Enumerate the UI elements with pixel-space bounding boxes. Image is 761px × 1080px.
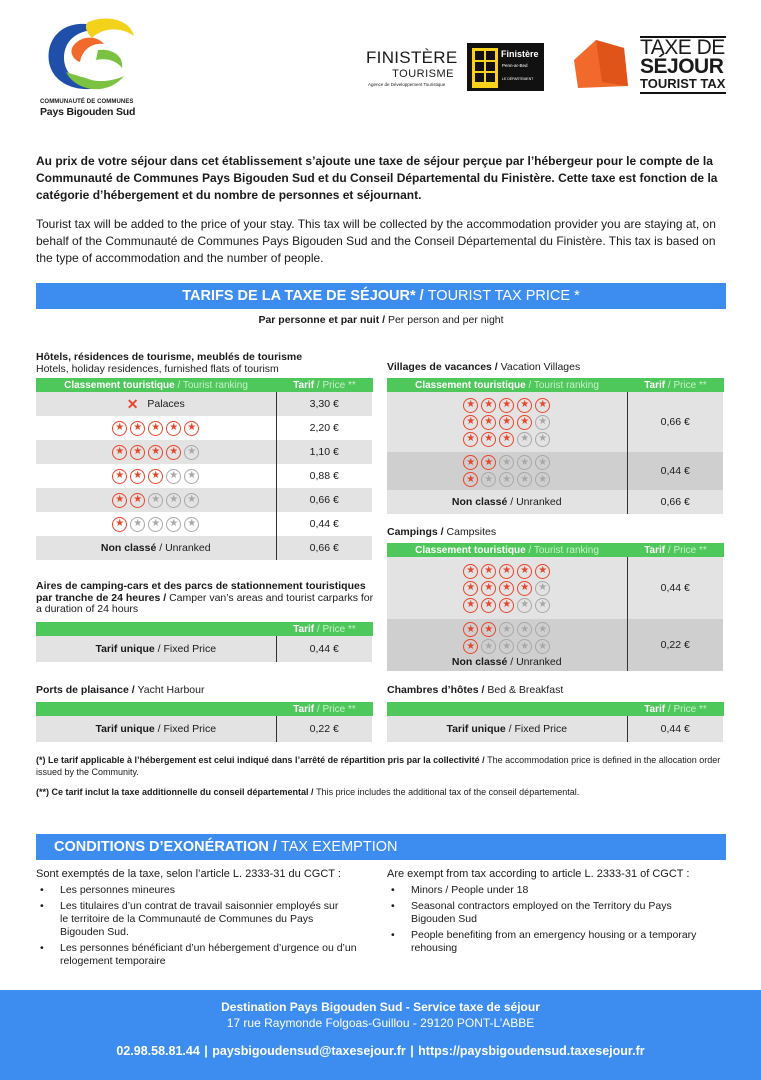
star-rating	[463, 415, 550, 430]
star-filled-icon: ★	[463, 598, 478, 613]
taxe-de-sejour-logo	[640, 36, 726, 96]
palaces-label: Palaces	[147, 397, 185, 410]
star-filled-icon: ★	[463, 398, 478, 413]
dep-line1: Finistère	[501, 49, 539, 59]
villages-header-price: Tarif / Price **	[627, 378, 724, 392]
table-row	[36, 392, 373, 416]
table-row	[36, 488, 373, 512]
star-filled-icon: ★	[130, 469, 145, 484]
table-row	[36, 512, 373, 536]
price-cell: 0,22 €	[276, 716, 373, 742]
footer	[0, 990, 761, 1080]
departement-logo	[467, 43, 544, 91]
fixed-price-cell: Tarif unique / Fixed Price	[36, 716, 276, 742]
tarifs-subtitle	[36, 314, 726, 326]
tarifs-title-fr: TARIFS DE LA TAXE DE SÉJOUR* /	[182, 288, 428, 304]
table-row	[387, 619, 724, 671]
star-rating	[112, 469, 199, 484]
star-filled-icon: ★	[463, 564, 478, 579]
star-filled-icon: ★	[112, 445, 127, 460]
hotels-title	[36, 352, 376, 375]
star-filled-icon: ★	[463, 455, 478, 470]
star-empty-icon: ★	[130, 517, 145, 532]
star-filled-icon: ★	[130, 421, 145, 436]
tarifs-sub-fr: Par personne et par nuit /	[258, 314, 388, 326]
star-rating	[463, 432, 550, 447]
ports-table	[36, 702, 374, 742]
star-filled-icon: ★	[499, 564, 514, 579]
tarifs-title-en: TOURIST TAX PRICE *	[427, 288, 580, 304]
ft-line3: Agence de Développement Touristique	[368, 82, 446, 87]
star-rating	[112, 517, 199, 532]
star-empty-icon: ★	[535, 639, 550, 654]
star-filled-icon: ★	[184, 421, 199, 436]
table-row	[387, 557, 724, 619]
star-empty-icon: ★	[166, 493, 181, 508]
ccpbs-logo	[38, 14, 148, 119]
palace-icon: ✕	[126, 395, 139, 412]
intro-english: Tourist tax will be added to the price of your stay. This tax will be collected by the accommodation provider you are staying at, on behalf of the Communauté de Communes Pays Bigouden Sud and the Conseil Départemental du Finistère. This tax is based on the type of accommodation and the number of people.	[36, 217, 716, 266]
chambres-table	[387, 702, 725, 742]
star-filled-icon: ★	[517, 564, 532, 579]
price-cell: 0,44 €	[627, 557, 724, 619]
campervan-title	[36, 581, 376, 616]
star-filled-icon: ★	[166, 445, 181, 460]
price-cell: 0,44 €	[627, 452, 724, 490]
star-empty-icon: ★	[166, 517, 181, 532]
star-empty-icon: ★	[166, 469, 181, 484]
star-empty-icon: ★	[184, 445, 199, 460]
star-filled-icon: ★	[499, 398, 514, 413]
ft-line1: FINISTÈRE	[366, 48, 458, 67]
price-cell: 0,66 €	[627, 392, 724, 452]
star-filled-icon: ★	[112, 517, 127, 532]
ports-title-en: Yacht Harbour	[137, 684, 205, 696]
star-rating	[463, 622, 550, 637]
star-empty-icon: ★	[184, 517, 199, 532]
star-filled-icon: ★	[463, 472, 478, 487]
ccpbs-logo-line2: Pays Bigouden Sud	[40, 106, 136, 118]
villages-table	[387, 378, 725, 514]
campervan-title-fr: Aires de camping-cars et des parcs de stationnement touristiques par tranche de 24 heures /	[36, 580, 366, 604]
exemption-title-en: TAX EXEMPTION	[280, 839, 398, 855]
star-filled-icon: ★	[517, 415, 532, 430]
dep-line3: LE DÉPARTEMENT	[502, 77, 534, 81]
exemption-en-heading: Are exempt from tax according to article L. 2333-31 of CGCT :	[387, 868, 690, 880]
price-cell: 0,22 €	[627, 619, 724, 671]
hotels-title-en: Hotels, holiday residences, furnished flats of tourism	[36, 362, 279, 375]
hotels-table	[36, 378, 374, 560]
star-filled-icon: ★	[481, 564, 496, 579]
price-cell: 0,44 €	[627, 716, 724, 742]
star-filled-icon: ★	[130, 445, 145, 460]
list-item: • Seasonal contractors employed on the Territory du Pays Bigouden Sud	[387, 900, 727, 926]
tarifs-sub-en: Per person and per night	[387, 314, 504, 326]
villages-title-en: Vacation Villages	[500, 361, 581, 373]
campervan-title-en: Camper van’s areas and tourist carparks for a duration of 24 hours	[36, 591, 374, 615]
star-filled-icon: ★	[463, 415, 478, 430]
table-row	[387, 452, 724, 490]
footnote-2: (**) Ce tarif inclut la taxe additionnelle du conseil départemental / This price includes the additional tax of the conseil départemental.	[36, 787, 580, 797]
chambres-title-fr: Chambres d’hôtes /	[387, 684, 488, 696]
unranked-cell: Non classé / Unranked	[451, 656, 562, 668]
ports-title-fr: Ports de plaisance /	[36, 684, 138, 696]
campings-table	[387, 543, 725, 671]
chambres-title	[387, 685, 727, 697]
star-rating	[112, 445, 199, 460]
list-item: • Les personnes bénéficiant d’un hébergement d’urgence ou d’un relogement temporaire	[36, 942, 376, 968]
palaces-price: 3,30 €	[276, 392, 373, 416]
star-filled-icon: ★	[112, 493, 127, 508]
intro-french: Au prix de votre séjour dans cet établissement s’ajoute une taxe de séjour perçue par l’hébergeur pour le compte de la Communauté de Communes Pays Bigouden Sud et du Conseil Départemental du Finistère. Cette taxe est fonction de la catégorie d’hébergement et du nombre de personnes et séjournant.	[36, 154, 718, 203]
star-filled-icon: ★	[481, 581, 496, 596]
star-empty-icon: ★	[148, 493, 163, 508]
chambres-header-price: Tarif / Price **	[627, 702, 724, 716]
price-cell: 0,88 €	[276, 464, 373, 488]
price-cell: 0,44 €	[276, 512, 373, 536]
unranked-price: 0,66 €	[627, 490, 724, 514]
hotels-header-ranking: Classement touristique / Tourist ranking	[36, 378, 276, 392]
exemption-english	[387, 868, 727, 958]
table-row	[36, 464, 373, 488]
campervan-table	[36, 622, 374, 662]
star-filled-icon: ★	[499, 581, 514, 596]
star-rating	[463, 564, 550, 579]
star-filled-icon: ★	[499, 598, 514, 613]
star-filled-icon: ★	[481, 432, 496, 447]
star-filled-icon: ★	[535, 398, 550, 413]
footer-address: 17 rue Raymonde Folgoas-Guillou - 29120 PONT-L’ABBE	[226, 1016, 535, 1030]
table-row	[36, 636, 373, 662]
star-filled-icon: ★	[148, 469, 163, 484]
star-filled-icon: ★	[463, 622, 478, 637]
exemption-fr-heading: Sont exemptés de la taxe, selon l’article L. 2333-31 du CGCT :	[36, 868, 341, 880]
table-row	[36, 716, 373, 742]
tts-line2: SÉJOUR	[640, 55, 724, 78]
price-cell: 0,44 €	[276, 636, 373, 662]
star-filled-icon: ★	[148, 421, 163, 436]
unranked-price: 0,66 €	[276, 536, 373, 560]
star-filled-icon: ★	[130, 493, 145, 508]
star-rating	[463, 472, 550, 487]
star-empty-icon: ★	[517, 472, 532, 487]
star-filled-icon: ★	[166, 421, 181, 436]
price-cell: 0,66 €	[276, 488, 373, 512]
ft-line2: TOURISME	[392, 68, 454, 80]
table-row	[36, 416, 373, 440]
star-empty-icon: ★	[535, 415, 550, 430]
exemption-band	[36, 834, 726, 860]
star-filled-icon: ★	[535, 564, 550, 579]
star-empty-icon: ★	[517, 455, 532, 470]
table-row	[387, 490, 724, 514]
hotels-title-fr: Hôtels, résidences de tourisme, meublés de tourisme	[36, 351, 303, 363]
star-empty-icon: ★	[517, 598, 532, 613]
table-row	[387, 392, 724, 452]
star-empty-icon: ★	[535, 455, 550, 470]
campings-title	[387, 527, 727, 539]
star-filled-icon: ★	[499, 415, 514, 430]
star-empty-icon: ★	[184, 493, 199, 508]
palaces-cell	[36, 392, 276, 416]
star-empty-icon: ★	[535, 472, 550, 487]
list-item: • Les personnes mineures	[36, 884, 376, 897]
ccpbs-logo-line1: COMMUNAUTÉ DE COMMUNES	[40, 99, 134, 105]
star-filled-icon: ★	[481, 455, 496, 470]
star-empty-icon: ★	[535, 432, 550, 447]
star-filled-icon: ★	[463, 639, 478, 654]
star-empty-icon: ★	[499, 455, 514, 470]
fixed-price-cell: Tarif unique / Fixed Price	[36, 636, 276, 662]
star-empty-icon: ★	[535, 581, 550, 596]
star-filled-icon: ★	[112, 421, 127, 436]
star-filled-icon: ★	[517, 398, 532, 413]
unranked-cell: Non classé / Unranked	[36, 536, 276, 560]
star-empty-icon: ★	[481, 639, 496, 654]
ports-header-price: Tarif / Price **	[276, 702, 373, 716]
campings-header-ranking: Classement touristique / Tourist ranking	[387, 543, 627, 557]
star-filled-icon: ★	[463, 432, 478, 447]
exemption-title-fr: CONDITIONS D’EXONÉRATION /	[54, 839, 281, 855]
list-item: • Minors / People under 18	[387, 884, 727, 897]
campings-title-en: Campsites	[446, 526, 497, 538]
price-cell: 1,10 €	[276, 440, 373, 464]
star-empty-icon: ★	[535, 598, 550, 613]
star-empty-icon: ★	[184, 469, 199, 484]
footer-contact[interactable]: 02.98.58.81.44 | paysbigoudensud@taxesejour.fr | https://paysbigoudensud.taxesejour.fr	[116, 1044, 645, 1058]
star-rating	[463, 639, 550, 654]
star-empty-icon: ★	[499, 639, 514, 654]
star-filled-icon: ★	[148, 445, 163, 460]
villages-title-fr: Villages de vacances /	[387, 361, 501, 373]
chambres-title-en: Bed & Breakfast	[487, 684, 564, 696]
star-rating	[463, 598, 550, 613]
villages-header-ranking: Classement touristique / Tourist ranking	[387, 378, 627, 392]
star-empty-icon: ★	[517, 622, 532, 637]
exemption-french	[36, 868, 376, 971]
tts-line3: TOURIST TAX	[640, 77, 726, 94]
star-rating	[463, 398, 550, 413]
star-rating	[112, 493, 199, 508]
star-filled-icon: ★	[481, 415, 496, 430]
table-row	[387, 716, 724, 742]
house-icon	[572, 36, 630, 92]
crest-icon	[472, 48, 498, 88]
dep-line2: Penn-ar-Bed	[502, 63, 528, 68]
star-filled-icon: ★	[499, 432, 514, 447]
unranked-cell: Non classé / Unranked	[387, 490, 627, 514]
table-row	[36, 440, 373, 464]
star-filled-icon: ★	[481, 598, 496, 613]
star-filled-icon: ★	[517, 581, 532, 596]
campervan-header-price: Tarif / Price **	[276, 622, 373, 636]
ccpbs-emblem-icon	[38, 14, 138, 98]
star-empty-icon: ★	[517, 432, 532, 447]
star-filled-icon: ★	[112, 469, 127, 484]
star-rating	[463, 581, 550, 596]
campings-title-fr: Campings /	[387, 526, 447, 538]
campings-header-price: Tarif / Price **	[627, 543, 724, 557]
list-item: • People benefiting from an emergency housing or a temporary rehousing	[387, 929, 727, 955]
star-rating	[463, 455, 550, 470]
star-empty-icon: ★	[535, 622, 550, 637]
star-filled-icon: ★	[481, 398, 496, 413]
star-empty-icon: ★	[517, 639, 532, 654]
hotels-header-price: Tarif / Price **	[276, 378, 373, 392]
price-cell: 2,20 €	[276, 416, 373, 440]
footer-title: Destination Pays Bigouden Sud - Service taxe de séjour	[221, 1000, 540, 1014]
tarifs-band	[36, 283, 726, 309]
list-item: • Les titulaires d’un contrat de travail saisonnier employés sur le territoire de la Communauté de Communes du Pays Bigouden Sud.	[36, 900, 376, 939]
table-row	[36, 536, 373, 560]
star-filled-icon: ★	[463, 581, 478, 596]
star-filled-icon: ★	[481, 622, 496, 637]
star-empty-icon: ★	[148, 517, 163, 532]
finistere-tourisme-logo	[366, 48, 458, 92]
star-empty-icon: ★	[481, 472, 496, 487]
fixed-price-cell: Tarif unique / Fixed Price	[387, 716, 627, 742]
villages-title	[387, 362, 727, 374]
star-empty-icon: ★	[499, 472, 514, 487]
footnote-1: (*) Le tarif applicable à l’hébergement est celui indiqué dans l’arrêté de répartition pris par la collectivité / The accommodation price is defined in the allocation order issued by the Community.	[36, 755, 721, 777]
tts-line1: TAXE DE	[640, 36, 725, 59]
ports-title	[36, 685, 376, 697]
star-rating	[112, 421, 199, 436]
star-empty-icon: ★	[499, 622, 514, 637]
